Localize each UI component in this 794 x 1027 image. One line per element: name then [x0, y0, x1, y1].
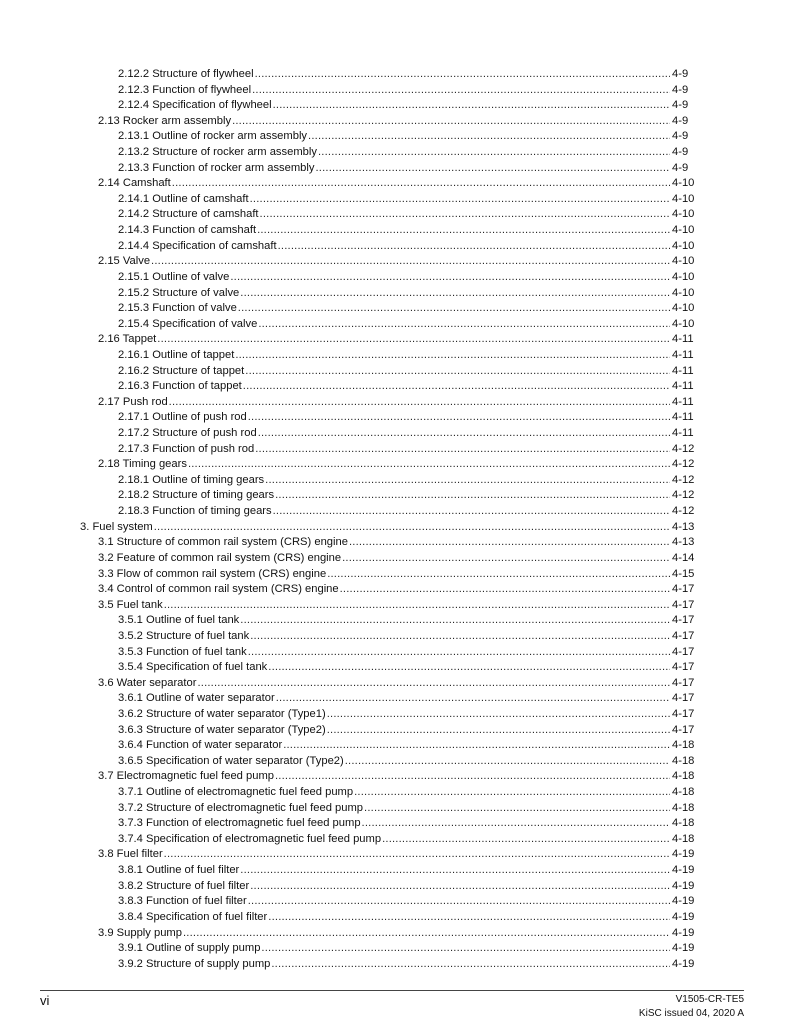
toc-entry-leader: [118, 785, 670, 801]
toc-entry[interactable]: [0, 379, 794, 395]
toc-entry-title: 3.4 Control of common rail system (CRS) engine: [98, 582, 340, 598]
toc-entry[interactable]: [0, 582, 794, 598]
toc-entry-page: 4-18: [672, 739, 695, 752]
toc-entry[interactable]: [0, 691, 794, 707]
toc-entry-title: 3.5 Fuel tank: [98, 598, 164, 614]
footer-doc-code: V1505-CR-TE5: [675, 994, 744, 1005]
toc-dot-leader: [258, 426, 670, 442]
toc-entry-leader: [118, 941, 670, 957]
toc-entry-page: 4-19: [672, 926, 695, 939]
toc-entry-title: 2.17.2 Structure of push rod: [118, 426, 258, 442]
toc-entry[interactable]: [0, 395, 794, 411]
toc-entry-leader: [118, 910, 670, 926]
toc-entry-page: 4-18: [672, 786, 695, 799]
toc-entry[interactable]: [0, 207, 794, 223]
toc-entry-leader: [98, 598, 670, 614]
toc-dot-leader: [255, 442, 670, 458]
toc-entry-title: 3.6.1 Outline of water separator: [118, 691, 276, 707]
toc-entry[interactable]: [0, 535, 794, 551]
toc-entry[interactable]: [0, 879, 794, 895]
toc-dot-leader: [252, 83, 670, 99]
toc-entry-title: 2.18.1 Outline of timing gears: [118, 473, 265, 489]
toc-entry-title: 2.17.3 Function of push rod: [118, 442, 255, 458]
toc-entry-page: 4-19: [672, 942, 695, 955]
toc-dot-leader: [382, 832, 670, 848]
toc-entry-leader: [118, 629, 670, 645]
toc-entry-title: 3.5.1 Outline of fuel tank: [118, 613, 240, 629]
toc-entry-page: 4-12: [672, 489, 695, 502]
toc-dot-leader: [340, 582, 670, 598]
toc-entry-leader: [98, 254, 670, 270]
toc-dot-leader: [275, 488, 670, 504]
toc-entry[interactable]: [0, 660, 794, 676]
toc-entry[interactable]: [0, 254, 794, 270]
toc-entry-page: 4-17: [672, 598, 695, 611]
toc-entry-leader: [118, 379, 670, 395]
toc-entry-leader: [98, 535, 670, 551]
toc-entry-title: 3.5.4 Specification of fuel tank: [118, 660, 268, 676]
toc-entry-page: 4-9: [672, 83, 689, 96]
toc-entry-page: 4-10: [672, 177, 695, 190]
toc-entry-page: 4-18: [672, 770, 695, 783]
toc-entry-page: 4-12: [672, 505, 695, 518]
toc-entry-leader: [118, 270, 670, 286]
toc-entry[interactable]: [0, 161, 794, 177]
toc-entry[interactable]: [0, 738, 794, 754]
toc-dot-leader: [257, 223, 670, 239]
toc-entry-leader: [118, 473, 670, 489]
toc-entry[interactable]: [0, 364, 794, 380]
toc-dot-leader: [364, 801, 670, 817]
toc-entry-page: 4-10: [672, 239, 695, 252]
toc-entry[interactable]: [0, 98, 794, 114]
toc-dot-leader: [250, 192, 670, 208]
toc-entry-title: 2.15.3 Function of valve: [118, 301, 238, 317]
toc-entry-page: 4-17: [672, 614, 695, 627]
toc-entry-leader: [98, 582, 670, 598]
toc-dot-leader: [197, 676, 670, 692]
toc-entry-page: 4-19: [672, 879, 695, 892]
toc-entry[interactable]: [0, 270, 794, 286]
toc-dot-leader: [250, 629, 670, 645]
toc-entry[interactable]: [0, 832, 794, 848]
toc-entry[interactable]: [0, 894, 794, 910]
toc-entry-leader: [118, 317, 670, 333]
toc-entry[interactable]: [0, 645, 794, 661]
toc-entry-leader: [118, 223, 670, 239]
toc-entry-title: 3.5.2 Structure of fuel tank: [118, 629, 250, 645]
toc-entry[interactable]: [0, 129, 794, 145]
toc-entry-page: 4-17: [672, 707, 695, 720]
toc-entry-page: 4-17: [672, 676, 695, 689]
toc-dot-leader: [261, 941, 670, 957]
toc-entry-title: 2.14.3 Function of camshaft: [118, 223, 257, 239]
toc-entry-title: 3.8.3 Function of fuel filter: [118, 894, 248, 910]
toc-dot-leader: [260, 207, 670, 223]
toc-dot-leader: [275, 769, 670, 785]
toc-dot-leader: [273, 504, 670, 520]
toc-dot-leader: [164, 598, 670, 614]
toc-entry-leader: [98, 551, 670, 567]
toc-entry[interactable]: [0, 442, 794, 458]
toc-entry[interactable]: [0, 723, 794, 739]
toc-entry[interactable]: [0, 286, 794, 302]
toc-dot-leader: [248, 410, 670, 426]
toc-entry-page: 4-9: [672, 114, 689, 127]
toc-entry-leader: [98, 769, 670, 785]
toc-entry-page: 4-10: [672, 192, 695, 205]
toc-dot-leader: [316, 161, 671, 177]
toc-entry-title: 3.7.2 Structure of electromagnetic fuel feed pump: [118, 801, 364, 817]
toc-dot-leader: [308, 129, 670, 145]
toc-entry-leader: [118, 286, 670, 302]
toc-entry[interactable]: [0, 613, 794, 629]
toc-entry-title: 3.9.1 Outline of supply pump: [118, 941, 261, 957]
toc-entry-title: 2.13.2 Structure of rocker arm assembly: [118, 145, 318, 161]
toc-dot-leader: [240, 286, 670, 302]
toc-dot-leader: [172, 176, 670, 192]
toc-entry[interactable]: [0, 926, 794, 942]
toc-entry-page: 4-10: [672, 270, 695, 283]
toc-entry-title: 3.9 Supply pump: [98, 926, 183, 942]
toc-entry-page: 4-11: [672, 380, 694, 393]
toc-dot-leader: [278, 239, 670, 255]
toc-entry-title: 3.2 Feature of common rail system (CRS) engine: [98, 551, 342, 567]
toc-entry[interactable]: [0, 348, 794, 364]
toc-entry[interactable]: [0, 67, 794, 83]
toc-dot-leader: [276, 691, 670, 707]
toc-entry-leader: [118, 301, 670, 317]
footer-page-number: vi: [40, 993, 50, 1008]
toc-entry-leader: [118, 754, 670, 770]
toc-entry-title: 2.12.3 Function of flywheel: [118, 83, 252, 99]
toc-entry-page: 4-18: [672, 801, 695, 814]
toc-entry-title: 3.3 Flow of common rail system (CRS) engine: [98, 567, 327, 583]
toc-entry-leader: [98, 395, 670, 411]
toc-dot-leader: [245, 364, 670, 380]
toc-dot-leader: [345, 754, 670, 770]
toc-dot-leader: [255, 67, 670, 83]
toc-entry-title: 3.8.2 Structure of fuel filter: [118, 879, 250, 895]
toc-entry-leader: [98, 676, 670, 692]
toc-entry-title: 2.15 Valve: [98, 254, 151, 270]
toc-entry-page: 4-17: [672, 661, 695, 674]
toc-entry[interactable]: [0, 473, 794, 489]
toc-entry-leader: [118, 83, 670, 99]
toc-entry-page: 4-17: [672, 629, 695, 642]
footer-issue: KiSC issued 04, 2020 A: [638, 1008, 744, 1019]
toc-entry[interactable]: [0, 332, 794, 348]
toc-dot-leader: [349, 535, 670, 551]
toc-dot-leader: [258, 317, 670, 333]
toc-entry-title: 3.9.2 Structure of supply pump: [118, 957, 271, 973]
toc-entry-page: 4-15: [672, 567, 695, 580]
toc-entry-page: 4-14: [672, 551, 695, 564]
toc-entry-title: 3.6 Water separator: [98, 676, 197, 692]
toc-dot-leader: [268, 910, 670, 926]
toc-entry-title: 3.7 Electromagnetic fuel feed pump: [98, 769, 275, 785]
toc-entry-leader: [118, 645, 670, 661]
toc-entry-title: 3.6.5 Specification of water separator (Type2): [118, 754, 345, 770]
toc-entry-page: 4-11: [672, 411, 694, 424]
toc-entry[interactable]: [0, 863, 794, 879]
toc-entry[interactable]: [0, 488, 794, 504]
toc-entry[interactable]: [0, 426, 794, 442]
toc-entry-page: 4-18: [672, 817, 695, 830]
toc-dot-leader: [327, 723, 670, 739]
toc-entry[interactable]: [0, 769, 794, 785]
toc-entry-page: 4-19: [672, 848, 695, 861]
toc-entry-leader: [118, 207, 670, 223]
toc-entry[interactable]: [0, 504, 794, 520]
toc-dot-leader: [235, 348, 670, 364]
toc-entry-page: 4-12: [672, 442, 695, 455]
toc-dot-leader: [250, 879, 670, 895]
toc-entry[interactable]: [0, 707, 794, 723]
toc-entry-leader: [118, 894, 670, 910]
toc-dot-leader: [154, 520, 670, 536]
toc-dot-leader: [248, 894, 670, 910]
toc-entry-title: 2.17 Push rod: [98, 395, 169, 411]
toc-entry[interactable]: [0, 410, 794, 426]
toc-entry-leader: [118, 98, 670, 114]
toc-entry-leader: [118, 879, 670, 895]
toc-entry-page: 4-10: [672, 317, 695, 330]
toc-entry-leader: [98, 847, 670, 863]
toc-entry[interactable]: [0, 957, 794, 973]
toc-entry-page: 4-19: [672, 895, 695, 908]
toc-entry-leader: [118, 707, 670, 723]
toc-dot-leader: [230, 270, 670, 286]
toc-entry[interactable]: [0, 145, 794, 161]
toc-entry-title: 2.16.3 Function of tappet: [118, 379, 243, 395]
toc-dot-leader: [271, 957, 670, 973]
toc-entry-leader: [98, 114, 670, 130]
toc-dot-leader: [362, 816, 670, 832]
toc-entry-leader: [98, 567, 670, 583]
toc-entry-title: 2.15.1 Outline of valve: [118, 270, 230, 286]
toc-entry[interactable]: [0, 551, 794, 567]
toc-entry-leader: [118, 613, 670, 629]
toc-entry-page: 4-10: [672, 208, 695, 221]
toc-dot-leader: [232, 114, 670, 130]
toc-entry-title: 3.7.3 Function of electromagnetic fuel feed pump: [118, 816, 362, 832]
toc-entry-leader: [98, 926, 670, 942]
toc-entry-leader: [118, 161, 670, 177]
toc-entry-leader: [118, 410, 670, 426]
toc-entry[interactable]: [0, 239, 794, 255]
toc-entry-page: 4-11: [672, 395, 694, 408]
toc-entry-page: 4-11: [672, 333, 694, 346]
toc-dot-leader: [327, 567, 670, 583]
toc-entry[interactable]: [0, 754, 794, 770]
toc-entry-leader: [118, 426, 670, 442]
toc-entry[interactable]: [0, 629, 794, 645]
toc-entry-page: 4-18: [672, 754, 695, 767]
toc-entry[interactable]: [0, 816, 794, 832]
toc-entry-leader: [118, 691, 670, 707]
toc-entry-leader: [98, 332, 670, 348]
toc-entry[interactable]: [0, 223, 794, 239]
toc-entry-leader: [118, 723, 670, 739]
toc-entry-leader: [118, 145, 670, 161]
toc-entry[interactable]: [0, 801, 794, 817]
toc-entry-leader: [118, 192, 670, 208]
toc-dot-leader: [164, 847, 670, 863]
toc-entry-page: 4-17: [672, 645, 695, 658]
toc-entry-title: 2.18.2 Structure of timing gears: [118, 488, 275, 504]
toc-dot-leader: [318, 145, 670, 161]
toc-entry-leader: [118, 816, 670, 832]
toc-entry-page: 4-12: [672, 473, 695, 486]
toc-entry-title: 2.15.2 Structure of valve: [118, 286, 240, 302]
toc-entry-title: 2.14.1 Outline of camshaft: [118, 192, 250, 208]
toc-dot-leader: [240, 863, 670, 879]
toc-entry-title: 2.14.2 Structure of camshaft: [118, 207, 260, 223]
toc-dot-leader: [240, 613, 670, 629]
toc-entry-leader: [118, 832, 670, 848]
toc-dot-leader: [283, 738, 670, 754]
footer-divider: [40, 990, 744, 991]
toc-entry-leader: [118, 239, 670, 255]
toc-entry-title: 3. Fuel system: [80, 520, 154, 536]
toc-entry-title: 2.14 Camshaft: [98, 176, 172, 192]
toc-entry-page: 4-12: [672, 458, 695, 471]
toc-entry-leader: [118, 129, 670, 145]
toc-entry-leader: [118, 863, 670, 879]
toc-dot-leader: [169, 395, 670, 411]
toc-entry-title: 2.14.4 Specification of camshaft: [118, 239, 278, 255]
toc-entry-leader: [118, 67, 670, 83]
toc-entry[interactable]: [0, 941, 794, 957]
footer-document-info: [639, 993, 744, 1021]
toc-entry-title: 2.12.4 Specification of flywheel: [118, 98, 273, 114]
toc-dot-leader: [342, 551, 670, 567]
toc-entry-leader: [98, 176, 670, 192]
toc-entry-page: 4-9: [672, 130, 689, 143]
toc-entry[interactable]: [0, 520, 794, 536]
toc-dot-leader: [268, 660, 670, 676]
toc-entry-title: 2.16 Tappet: [98, 332, 157, 348]
toc-dot-leader: [248, 645, 670, 661]
toc-entry-page: 4-9: [672, 146, 689, 159]
toc-entry-leader: [118, 957, 670, 973]
toc-dot-leader: [183, 926, 670, 942]
toc-entry[interactable]: [0, 114, 794, 130]
toc-dot-leader: [151, 254, 670, 270]
toc-dot-leader: [238, 301, 670, 317]
toc-entry-page: 4-19: [672, 864, 695, 877]
toc-dot-leader: [188, 457, 670, 473]
toc-entry-title: 3.8.1 Outline of fuel filter: [118, 863, 240, 879]
toc-entry-title: 3.6.4 Function of water separator: [118, 738, 283, 754]
toc-entry-page: 4-9: [672, 161, 689, 174]
toc-entry-leader: [118, 504, 670, 520]
toc-entry-leader: [118, 364, 670, 380]
toc-entry[interactable]: [0, 847, 794, 863]
toc-entry-page: 4-10: [672, 255, 695, 268]
toc-entry-leader: [118, 660, 670, 676]
toc-entry-page: 4-18: [672, 832, 695, 845]
toc-entry-page: 4-17: [672, 692, 695, 705]
toc-entry-page: 4-10: [672, 224, 695, 237]
toc-entry-leader: [118, 488, 670, 504]
toc-entry-title: 2.16.1 Outline of tappet: [118, 348, 235, 364]
toc-entry-leader: [98, 457, 670, 473]
toc-dot-leader: [265, 473, 670, 489]
toc-entry[interactable]: [0, 83, 794, 99]
toc-entry-title: 2.13.3 Function of rocker arm assembly: [118, 161, 316, 177]
toc-entry-page: 4-9: [672, 68, 689, 80]
toc-entry[interactable]: [0, 567, 794, 583]
toc-dot-leader: [273, 98, 670, 114]
toc-entry-page: 4-10: [672, 302, 695, 315]
toc-entry[interactable]: [0, 317, 794, 333]
toc-entry-page: 4-19: [672, 910, 695, 923]
toc-entry-page: 4-13: [672, 536, 695, 549]
toc-entry[interactable]: [0, 301, 794, 317]
table-of-contents: [0, 67, 794, 972]
toc-entry-title: 2.17.1 Outline of push rod: [118, 410, 248, 426]
toc-entry-title: 2.12.2 Structure of flywheel: [118, 67, 255, 83]
toc-entry-leader: [80, 520, 670, 536]
toc-entry-leader: [118, 442, 670, 458]
toc-entry-title: 2.18.3 Function of timing gears: [118, 504, 273, 520]
toc-entry-title: 3.8.4 Specification of fuel filter: [118, 910, 268, 926]
toc-entry-page: 4-17: [672, 723, 695, 736]
toc-entry-leader: [118, 738, 670, 754]
toc-entry-page: 4-11: [672, 348, 694, 361]
toc-entry-title: 3.7.1 Outline of electromagnetic fuel feed pump: [118, 785, 354, 801]
toc-entry-page: 4-11: [672, 427, 694, 440]
toc-dot-leader: [354, 785, 670, 801]
toc-entry-title: 3.6.2 Structure of water separator (Type1): [118, 707, 327, 723]
toc-entry-page: 4-10: [672, 286, 695, 299]
toc-entry[interactable]: [0, 676, 794, 692]
toc-entry-title: 2.16.2 Structure of tappet: [118, 364, 245, 380]
toc-dot-leader: [327, 707, 670, 723]
toc-entry-title: 3.1 Structure of common rail system (CRS) engine: [98, 535, 349, 551]
toc-entry-title: 3.8 Fuel filter: [98, 847, 164, 863]
toc-entry-title: 2.13 Rocker arm assembly: [98, 114, 232, 130]
toc-entry-page: 4-9: [672, 99, 689, 112]
toc-entry[interactable]: [0, 910, 794, 926]
toc-entry-title: 2.18 Timing gears: [98, 457, 188, 473]
toc-entry-page: 4-13: [672, 520, 695, 533]
toc-entry-title: 3.7.4 Specification of electromagnetic fuel feed pump: [118, 832, 382, 848]
toc-entry[interactable]: [0, 598, 794, 614]
toc-entry[interactable]: [0, 176, 794, 192]
toc-entry-leader: [118, 348, 670, 364]
toc-entry-title: 2.13.1 Outline of rocker arm assembly: [118, 129, 308, 145]
toc-entry[interactable]: [0, 457, 794, 473]
toc-entry-page: 4-11: [672, 364, 694, 377]
toc-entry-page: 4-19: [672, 957, 695, 970]
toc-entry-title: 2.15.4 Specification of valve: [118, 317, 258, 333]
toc-entry[interactable]: [0, 785, 794, 801]
toc-entry-title: 3.6.3 Structure of water separator (Type2): [118, 723, 327, 739]
toc-dot-leader: [157, 332, 670, 348]
toc-entry-title: 3.5.3 Function of fuel tank: [118, 645, 248, 661]
toc-entry[interactable]: [0, 192, 794, 208]
toc-dot-leader: [243, 379, 670, 395]
toc-entry-page: 4-17: [672, 583, 695, 596]
toc-entry-leader: [118, 801, 670, 817]
